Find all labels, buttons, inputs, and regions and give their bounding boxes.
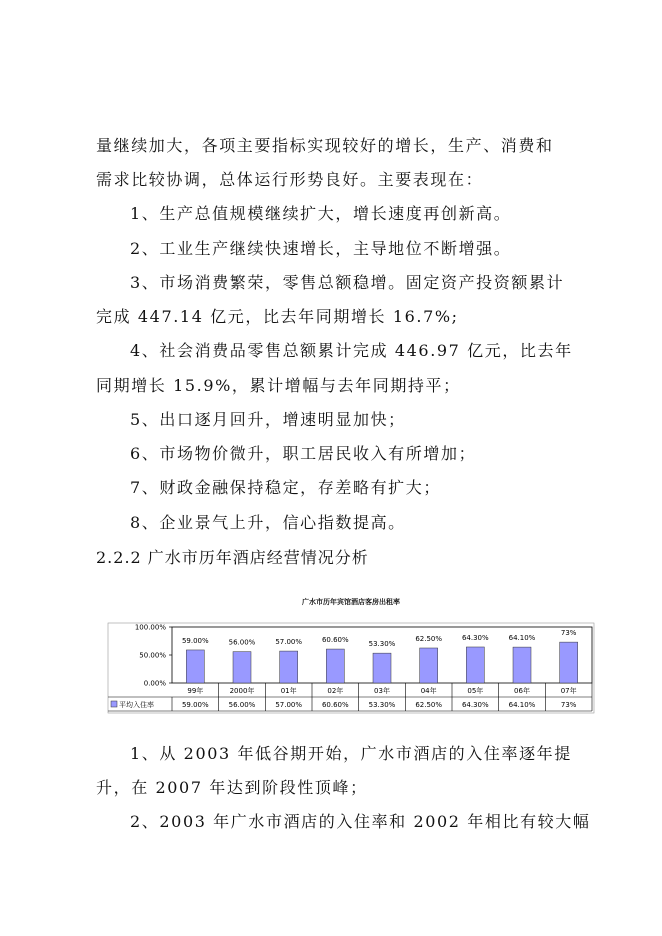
paragraph-line: 5、出口逐月回升，增速明显加快； <box>130 410 406 429</box>
paragraph-line: 量继续加大，各项主要指标实现较好的增长，生产、消费和 <box>96 136 554 155</box>
table-value: 73% <box>560 701 577 709</box>
paragraph-line: 6、市场物价微升，职工居民收入有所增加； <box>130 444 477 463</box>
y-tick-label: 50.00% <box>139 651 166 660</box>
bar <box>560 642 578 683</box>
category-label: 04年 <box>420 687 437 695</box>
paragraph-line: 4、社会消费品零售总额累计完成 446.97 亿元，比去年 <box>130 341 573 360</box>
paragraph-line: 2、工业生产继续快速增长，主导地位不断增强。 <box>130 239 512 258</box>
category-label: 07年 <box>560 687 577 695</box>
table-value: 60.60% <box>321 701 349 709</box>
table-value: 56.00% <box>228 701 256 709</box>
data-label: 73% <box>560 629 577 638</box>
bar <box>420 648 438 683</box>
bar <box>373 653 391 683</box>
paragraph-line: 8、企业景气上升，信心指数提高。 <box>130 513 406 532</box>
data-label: 60.60% <box>321 636 349 645</box>
paragraph-line: 3、市场消费繁荣，零售总额稳增。固定资产投资额累计 <box>130 273 565 292</box>
section-heading: 2.2.2 广水市历年酒店经营情况分析 <box>96 548 369 567</box>
bar <box>233 652 251 683</box>
table-value: 64.10% <box>508 701 536 709</box>
data-label: 64.10% <box>508 634 536 643</box>
paragraph-line: 2、2003 年广水市酒店的入住率和 2002 年相比有较大幅 <box>130 812 591 831</box>
table-value: 62.50% <box>415 701 443 709</box>
data-label: 64.30% <box>461 633 489 642</box>
table-value: 59.00% <box>181 701 209 709</box>
paragraph-line: 同期增长 15.9%，累计增幅与去年同期持平； <box>96 376 461 395</box>
y-tick-label: 0.00% <box>143 679 166 688</box>
bar <box>513 647 531 683</box>
data-label: 56.00% <box>228 638 256 647</box>
paragraph-line: 1、生产总值规模继续扩大，增长速度再创新高。 <box>130 204 512 223</box>
bar <box>326 649 344 683</box>
category-label: 02年 <box>327 687 344 695</box>
bar <box>466 647 484 683</box>
y-tick-label: 100.00% <box>134 623 166 632</box>
category-label: 05年 <box>467 687 484 695</box>
paragraph-line: 7、财政金融保持稳定，存差略有扩大； <box>130 478 441 497</box>
bar <box>280 651 298 683</box>
category-label: 01年 <box>280 687 297 695</box>
data-label: 62.50% <box>415 635 443 643</box>
legend-label: 平均入住率 <box>119 701 154 709</box>
legend-swatch <box>111 701 117 707</box>
paragraph-line: 1、从 2003 年低谷期开始，广水市酒店的入住率逐年提 <box>130 744 572 763</box>
data-label: 57.00% <box>275 638 303 647</box>
table-value: 53.30% <box>368 701 396 709</box>
table-value: 64.30% <box>461 701 489 709</box>
data-label: 59.00% <box>181 636 209 645</box>
category-label: 99年 <box>187 687 204 695</box>
paragraph-line: 需求比较协调，总体运行形势良好。主要表现在： <box>96 170 484 189</box>
category-label: 03年 <box>374 687 390 695</box>
bar <box>186 650 204 683</box>
table-value: 57.00% <box>275 701 303 709</box>
category-label: 06年 <box>514 687 530 695</box>
data-label: 53.30% <box>368 640 396 649</box>
paragraph-line: 升，在 2007 年达到阶段性顶峰； <box>96 778 368 797</box>
chart-title: 广水市历年宾馆酒店客房出租率 <box>302 598 400 606</box>
paragraph-line: 完成 447.14 亿元，比去年同期增长 16.7%; <box>96 307 459 326</box>
category-label: 2000年 <box>229 687 255 695</box>
